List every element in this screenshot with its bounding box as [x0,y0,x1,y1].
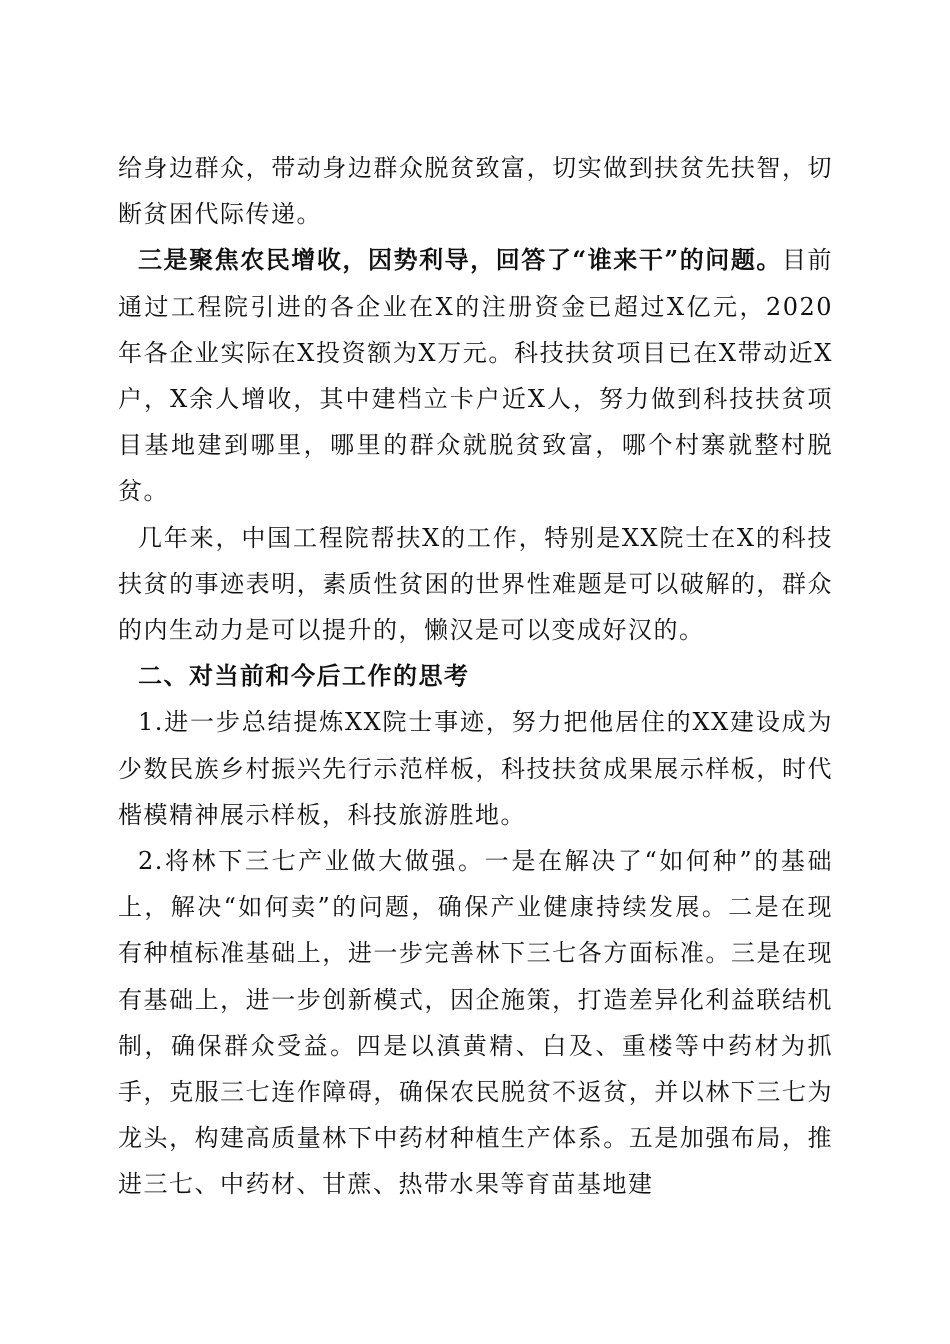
paragraph-point-three [118,237,833,514]
paragraph-summary: 几年来，中国工程院帮扶X的工作，特别是XX院士在X的科技扶贫的事迹表明，素质性贫困的世界性难题是可以破解的，群众的内生动力是可以提升的，懒汉是可以变成好汉的。 [118,523,833,645]
paragraph-body-text: 目前通过工程院引进的各企业在X的注册资金已超过X亿元，2020年各企业实际在X投资额为X万元。科技扶贫项目已在X带动近X户，X余人增收，其中建档立卡户近X人，努力做到科技扶贫项目基地建到哪里，哪里的群众就脱贫致富，哪个村寨就整村脱贫。 [118,246,834,506]
paragraph-item-1: 1.进一步总结提炼XX院士事迹，努力把他居住的XX建设成为少数民族乡村振兴先行示范样板，科技扶贫成果展示样板，时代楷模精神展示样板，科技旅游胜地。 [118,708,833,829]
paragraph-item-2: 2.将林下三七产业做大做强。一是在解决了“如何种”的基础上，解决“如何卖”的问题，确保产业健康持续发展。二是在现有种植标准基础上，进一步完善林下三七各方面标准。三是在现有基础上，进一步创新模式，因企施策，打造差异化利益联结机制，确保群众受益。四是以滇黄精、白及、重楼等中药材为抓手，克服三七连作障碍，确保农民脱贫不返贫，并以林下三七为龙头，构建高质量林下中药材种植生产体系。五是加强布局，推进三七、中药材、甘蔗、热带水果等育苗基地建 [118,847,833,1199]
document-body [118,145,833,1208]
section-heading: 二、对当前和今后工作的思考 [138,662,470,691]
paragraph-continuation: 给身边群众，带动身边群众脱贫致富，切实做到扶贫先扶智，切断贫困代际传递。 [118,154,833,229]
paragraph-bold-lead: 三是聚焦农民增收，因势利导，回答了“谁来干”的问题。 [138,245,782,275]
